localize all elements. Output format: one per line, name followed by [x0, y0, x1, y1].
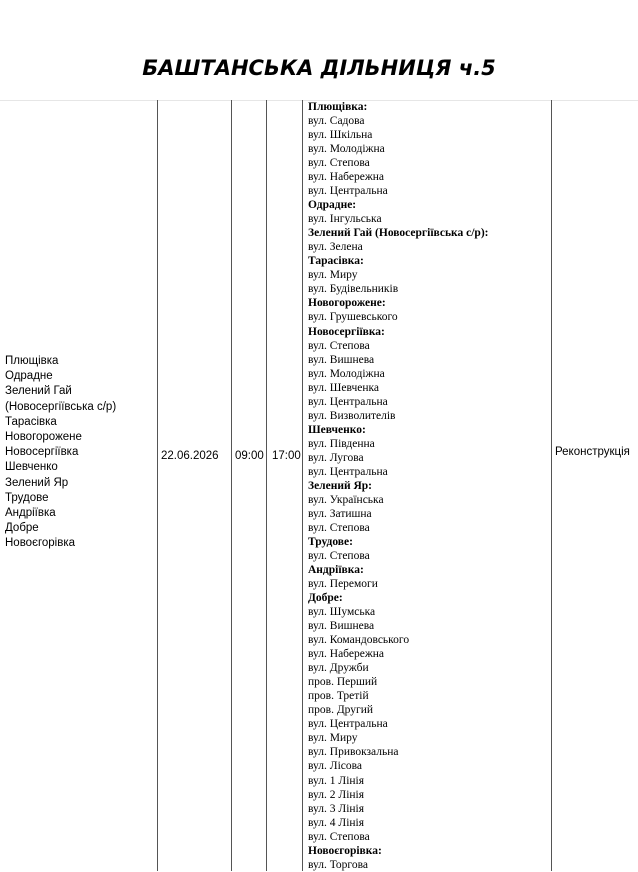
street-item: пров. Другий: [308, 704, 374, 717]
street-item: вул. Молодіжна: [308, 143, 385, 156]
settlement-item: Новоєгорівка: [5, 537, 76, 550]
street-item: вул. Будівельників: [308, 283, 399, 296]
street-item: вул. Перемоги: [308, 578, 378, 591]
settlements-cell: [5, 354, 116, 552]
street-item: вул. Центральна: [308, 395, 388, 408]
street-item: вул. Шевченка: [308, 381, 380, 394]
date-cell: 22.06.2026: [161, 450, 219, 462]
street-item: вул. Центральна: [308, 718, 388, 731]
settlement-header: Андріївка:: [308, 564, 364, 577]
street-item: вул. Миру: [308, 269, 358, 282]
street-item: вул. Набережна: [308, 648, 385, 661]
settlement-item: Добре: [5, 522, 39, 535]
street-item: вул. Шкільна: [308, 129, 373, 142]
settlement-item: Зелений Гай: [5, 385, 72, 398]
settlement-header: Одрадне:: [308, 199, 357, 212]
street-item: вул. Південна: [308, 437, 375, 450]
street-item: вул. Степова: [308, 830, 370, 843]
street-item: вул. Командовського: [308, 634, 410, 647]
settlement-header: Плющівка:: [308, 101, 368, 113]
street-item: вул. Дружби: [308, 662, 369, 675]
street-item: вул. 4 Лінія: [308, 816, 365, 829]
streets-cell: [308, 100, 489, 872]
settlement-item: (Новосергіївська с/р): [5, 400, 117, 413]
settlement-item: Новосергіївка: [5, 446, 79, 459]
settlement-header: Новосергіївка:: [308, 325, 385, 338]
street-item: вул. Вишнева: [308, 620, 375, 633]
settlement-header: Трудове:: [308, 535, 353, 548]
settlement-header: Зелений Гай (Новосергіївська с/р):: [308, 227, 489, 240]
street-item: вул. Центральна: [308, 465, 388, 478]
street-item: вул. Центральна: [308, 185, 388, 198]
settlement-header: Новогорожене:: [308, 297, 386, 310]
street-item: вул. Степова: [308, 339, 370, 352]
street-item: вул. Степова: [308, 521, 370, 534]
street-item: вул. Вишнева: [308, 353, 375, 366]
column-divider: [551, 100, 552, 871]
street-item: вул. Лугова: [308, 451, 364, 464]
settlement-item: Зелений Яр: [5, 476, 69, 489]
column-divider: [302, 100, 303, 871]
street-item: вул. Шумська: [308, 606, 376, 619]
settlement-item: Одрадне: [5, 370, 53, 383]
page-title: БАШТАНСЬКА ДІЛЬНИЦЯ ч.5: [142, 56, 496, 80]
street-item: вул. Набережна: [308, 171, 385, 184]
street-item: пров. Перший: [308, 676, 378, 689]
street-item: вул. 3 Лінія: [308, 802, 365, 815]
outage-table: [0, 100, 638, 871]
column-divider: [157, 100, 158, 871]
column-divider: [266, 100, 267, 871]
settlement-item: Андріївка: [5, 507, 56, 520]
street-item: вул. Українська: [308, 493, 384, 506]
street-item: вул. Молодіжна: [308, 367, 385, 380]
settlement-header: Добре:: [308, 592, 343, 605]
street-item: вул. Торгова: [308, 858, 368, 871]
street-item: вул. Затишна: [308, 507, 372, 520]
settlement-header: Тарасівка:: [308, 255, 364, 268]
street-item: вул. Інгульська: [308, 213, 382, 226]
street-item: пров. Третій: [308, 690, 369, 703]
settlement-item: Трудове: [5, 491, 49, 504]
street-item: вул. Лісова: [308, 760, 363, 773]
settlement-item: Тарасівка: [5, 415, 57, 428]
street-item: вул. Визволителів: [308, 409, 396, 422]
time-end-cell: 17:00: [272, 450, 301, 462]
settlement-item: Плющівка: [5, 355, 59, 367]
street-item: вул. Миру: [308, 732, 358, 745]
street-item: вул. Грушевського: [308, 311, 398, 324]
settlement-item: Шевченко: [5, 461, 58, 474]
street-item: вул. Степова: [308, 550, 370, 562]
street-item: вул. Степова: [308, 157, 370, 170]
work-type-cell: Реконструкція: [555, 446, 630, 458]
settlement-header: Зелений Яр:: [308, 479, 373, 492]
street-item: вул. 2 Лінія: [308, 788, 365, 801]
settlement-item: Новогорожене: [5, 431, 82, 444]
street-item: вул. Садова: [308, 115, 365, 128]
street-item: вул. Зелена: [308, 241, 363, 254]
street-item: вул. Привокзальна: [308, 746, 399, 759]
settlement-header: Шевченко:: [308, 423, 366, 436]
settlement-header: Новоєгорівка:: [308, 844, 382, 857]
time-start-cell: 09:00: [235, 450, 264, 462]
street-item: вул. 1 Лінія: [308, 774, 365, 787]
column-divider: [231, 100, 232, 871]
